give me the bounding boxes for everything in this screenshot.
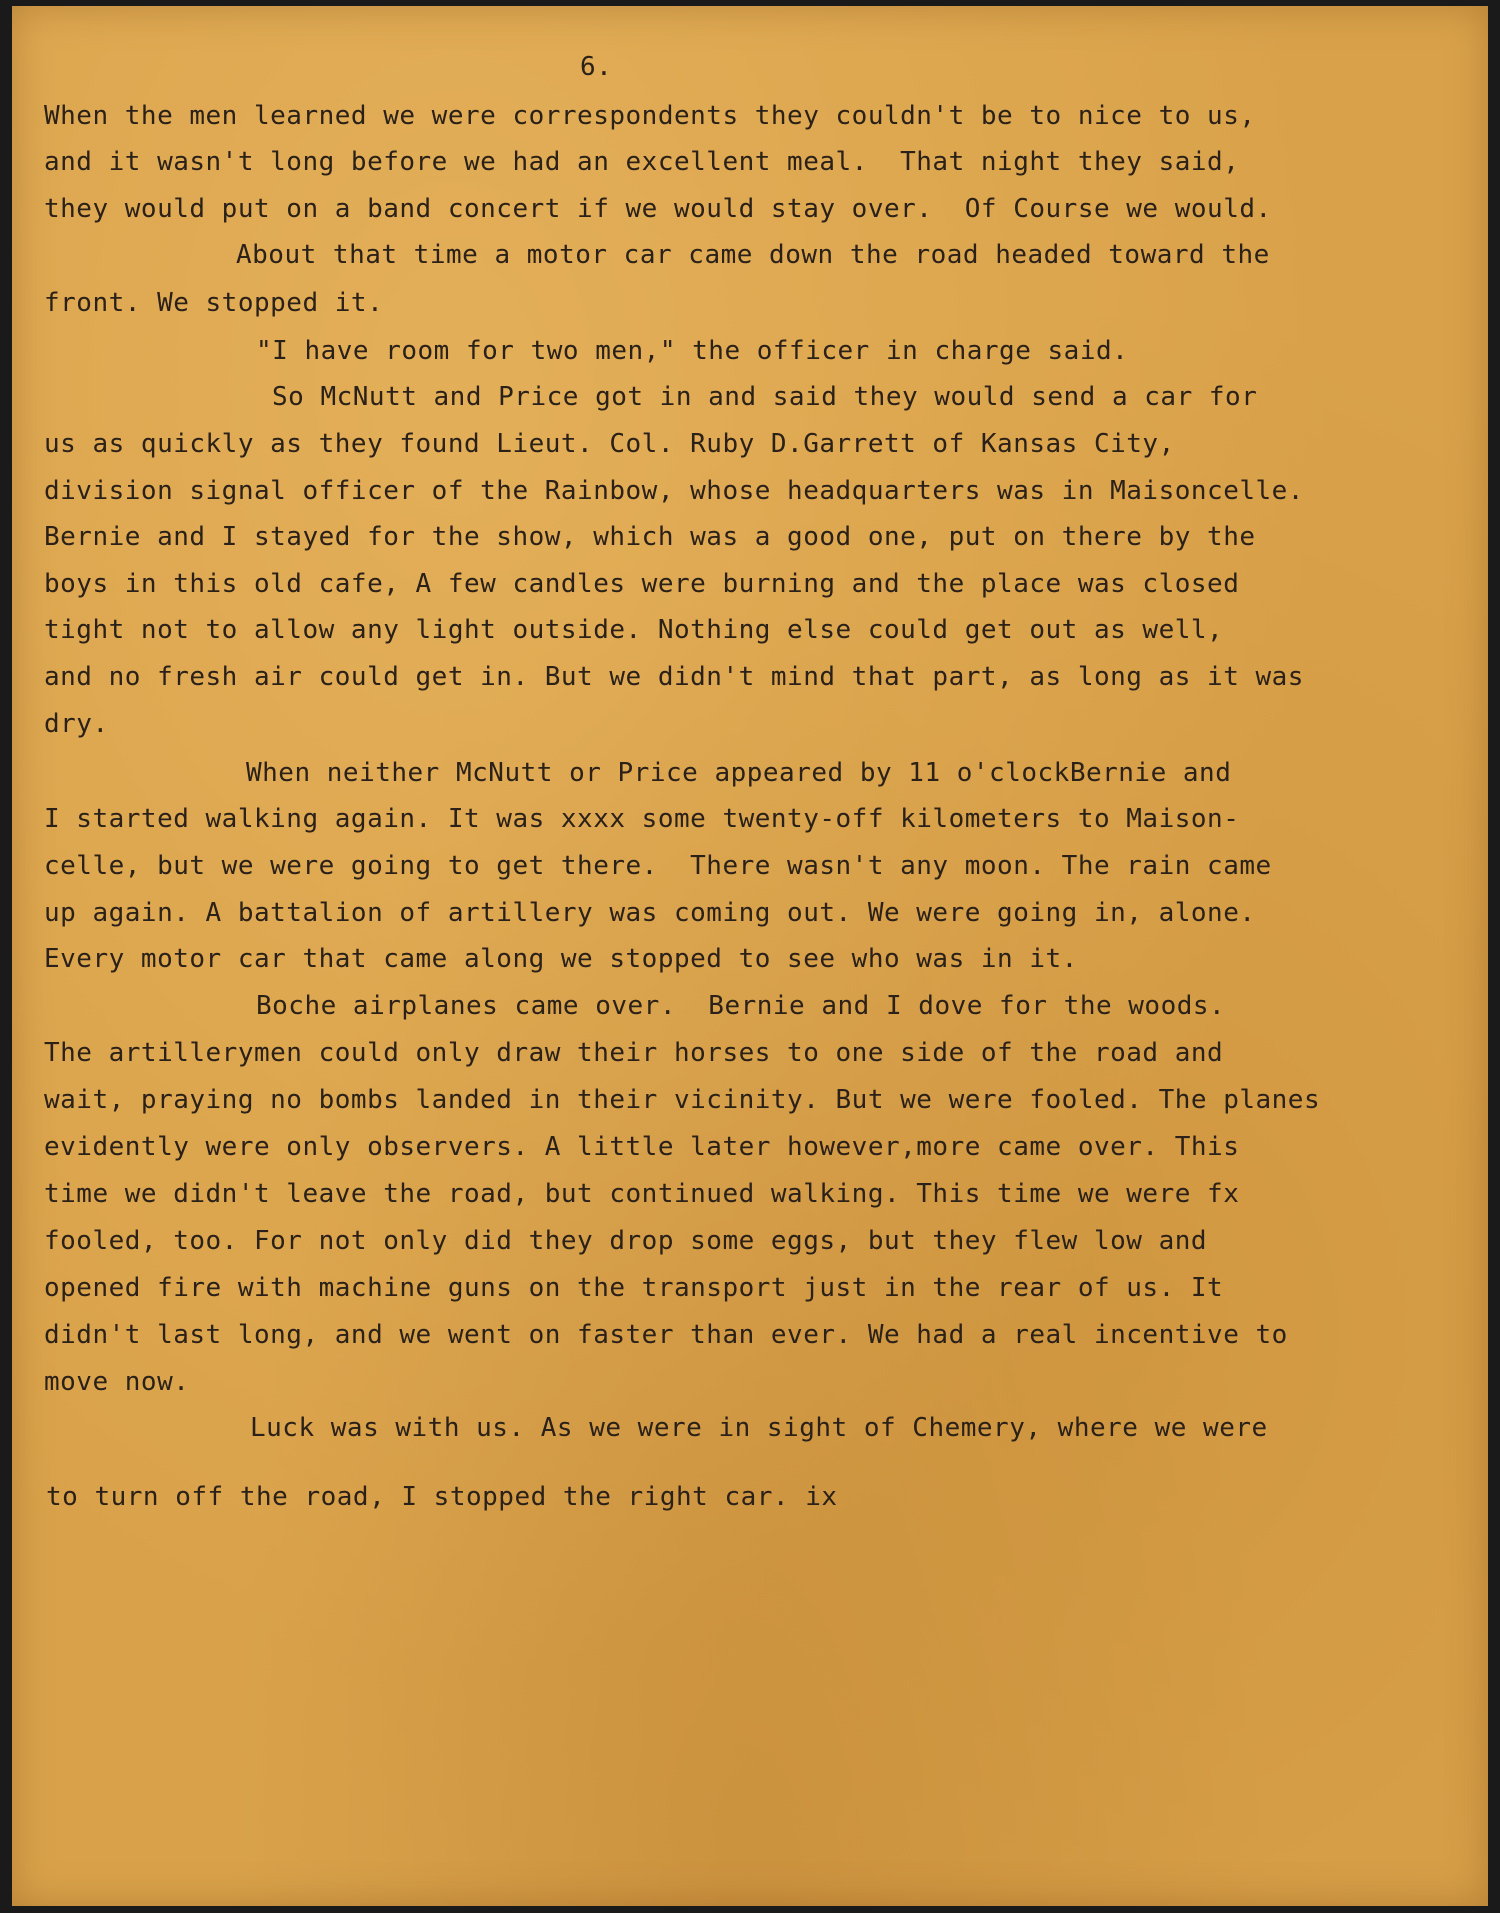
text-line: us as quickly as they found Lieut. Col. Ruby D.Garrett of Kansas City,	[44, 429, 1175, 459]
text-line: and it wasn't long before we had an excellent meal. That night they said,	[44, 147, 1240, 177]
page-number: 6.	[580, 52, 613, 82]
text-line: dry.	[44, 709, 109, 739]
text-line: I started walking again. It was xxxx some twenty-off kilometers to Maison-	[44, 804, 1240, 834]
text-line: When neither McNutt or Price appeared by 11 o'clockBernie and	[246, 758, 1232, 788]
text-line: didn't last long, and we went on faster than ever. We had a real incentive to	[44, 1320, 1288, 1350]
text-line: tight not to allow any light outside. Nothing else could get out as well,	[44, 615, 1224, 645]
text-line: time we didn't leave the road, but continued walking. This time we were fx	[44, 1179, 1240, 1209]
text-line: opened fire with machine guns on the transport just in the rear of us. It	[44, 1273, 1224, 1303]
text-line: The artillerymen could only draw their horses to one side of the road and	[44, 1038, 1224, 1068]
text-line: Every motor car that came along we stopped to see who was in it.	[44, 944, 1078, 974]
text-line: Boche airplanes came over. Bernie and I dove for the woods.	[256, 991, 1226, 1021]
text-line: When the men learned we were correspondents they couldn't be to nice to us,	[44, 101, 1256, 131]
text-line: boys in this old cafe, A few candles were burning and the place was closed	[44, 569, 1240, 599]
typewritten-page	[12, 6, 1488, 1906]
text-line: to turn off the road, I stopped the right car. ix	[46, 1482, 838, 1512]
text-line: wait, praying no bombs landed in their vicinity. But we were fooled. The planes	[44, 1085, 1321, 1115]
text-line: celle, but we were going to get there. There wasn't any moon. The rain came	[44, 851, 1272, 881]
text-line: So McNutt and Price got in and said they would send a car for	[272, 382, 1258, 412]
text-line: division signal officer of the Rainbow, whose headquarters was in Maisoncelle.	[44, 476, 1304, 506]
text-line: Luck was with us. As we were in sight of Chemery, where we were	[250, 1413, 1268, 1443]
text-line: up again. A battalion of artillery was coming out. We were going in, alone.	[44, 898, 1256, 928]
text-line: move now.	[44, 1367, 190, 1397]
text-line: "I have room for two men," the officer in charge said.	[256, 336, 1129, 366]
text-line: Bernie and I stayed for the show, which was a good one, put on there by the	[44, 522, 1256, 552]
text-line: About that time a motor car came down the road headed toward the	[236, 240, 1270, 270]
text-line: and no fresh air could get in. But we didn't mind that part, as long as it was	[44, 662, 1304, 692]
text-line: evidently were only observers. A little later however,more came over. This	[44, 1132, 1240, 1162]
text-line: fooled, too. For not only did they drop some eggs, but they flew low and	[44, 1226, 1208, 1256]
text-line: they would put on a band concert if we would stay over. Of Course we would.	[44, 194, 1272, 224]
text-line: front. We stopped it.	[44, 288, 384, 318]
